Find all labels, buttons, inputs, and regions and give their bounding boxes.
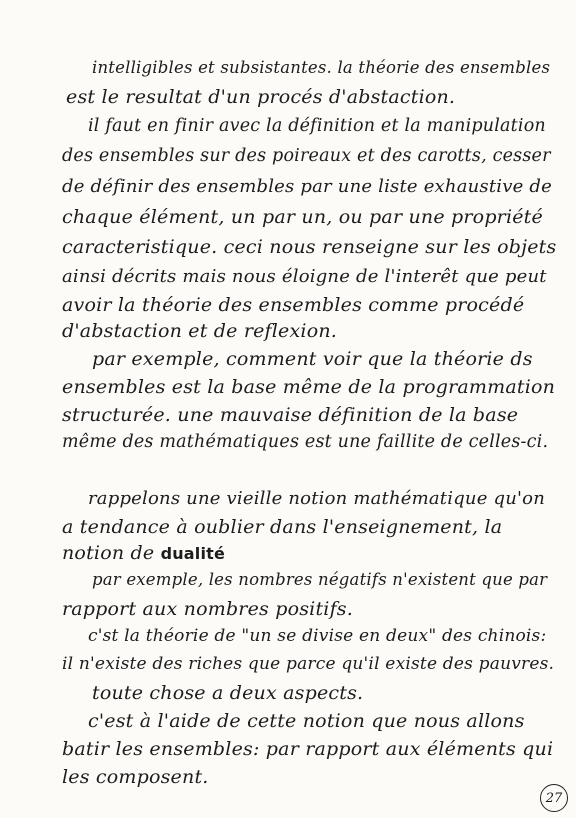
text-fragment: notion de <box>62 542 155 564</box>
text-line: intelligibles et subsistantes. la théorie des ensembles <box>92 58 551 77</box>
text-line: c'st la théorie de "un se divise en deux" des chinois: <box>88 626 547 646</box>
text-line: ensembles est la base même de la programmation <box>62 376 556 398</box>
page-number: 27 <box>540 784 568 812</box>
text-line: d'abstaction et de reflexion. <box>62 320 338 342</box>
text-line: par exemple, les nombres négatifs n'existent que par <box>92 570 548 589</box>
text-line <box>62 542 225 564</box>
text-line: par exemple, comment voir que la théorie ds <box>92 348 533 370</box>
text-line: toute chose a deux aspects. <box>92 682 364 704</box>
text-line: caracteristique. ceci nous renseigne sur les objets <box>62 236 557 258</box>
text-line: il faut en finir avec la définition et la manipulation <box>88 116 546 136</box>
text-line: des ensembles sur des poireaux et des carotts, cesser <box>62 146 551 166</box>
text-line: rappelons une vieille notion mathématique qu'on <box>88 488 545 509</box>
text-line: les composent. <box>62 766 209 788</box>
text-line: rapport aux nombres positifs. <box>62 598 353 620</box>
text-line: a tendance à oublier dans l'enseignement, la <box>62 516 503 538</box>
text-line: batir les ensembles: par rapport aux éléments qui <box>62 738 554 760</box>
text-line: il n'existe des riches que parce qu'il existe des pauvres. <box>62 654 555 674</box>
text-line: même des mathématiques est une faillite de celles-ci. <box>62 432 549 452</box>
text-line: structurée. une mauvaise définition de la base <box>62 404 519 426</box>
text-line: ainsi décrits mais nous éloigne de l'interêt que peut <box>62 266 547 287</box>
text-line: avoir la théorie des ensembles comme procédé <box>62 294 525 316</box>
text-line: de définir des ensembles par une liste exhaustive de <box>62 176 552 197</box>
text-line: est le resultat d'un procés d'abstaction. <box>66 86 456 108</box>
text-line: chaque élément, un par un, ou par une propriété <box>62 206 543 228</box>
text-line: c'est à l'aide de cette notion que nous allons <box>88 710 525 732</box>
bold-term: dualité <box>160 544 226 563</box>
